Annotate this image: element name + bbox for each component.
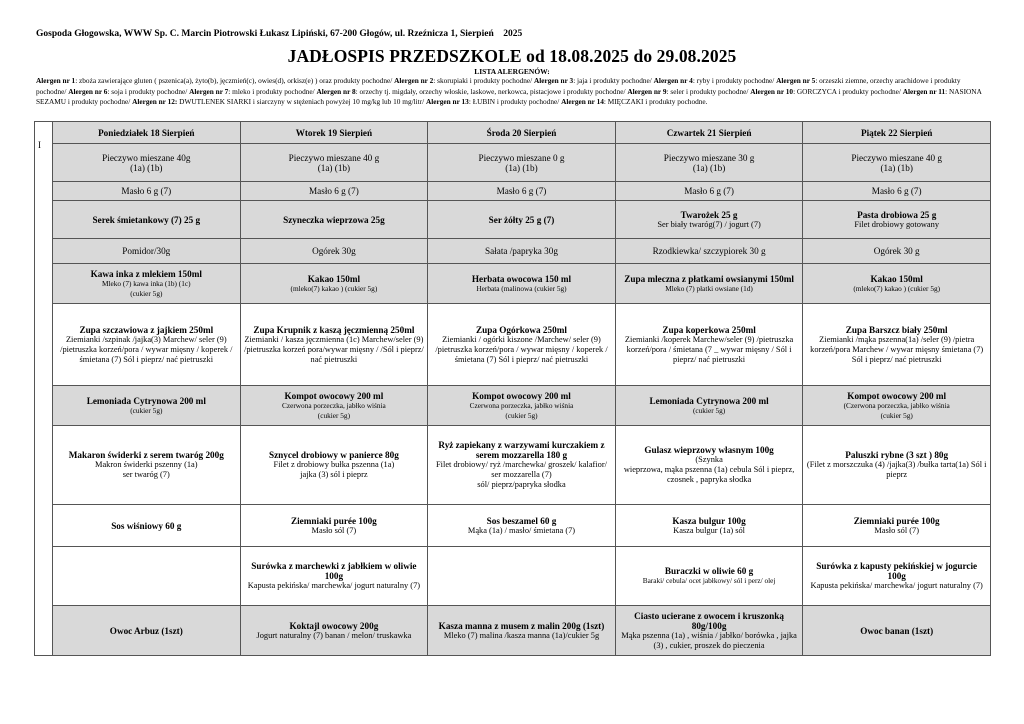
menu-cell	[240, 239, 428, 264]
dish-name: Ser żółty 25 g (7)	[488, 214, 555, 225]
dish-name: Sos beszamel 60 g	[486, 515, 557, 526]
menu-cell	[615, 386, 803, 426]
dish-name: Kakao 150ml	[870, 273, 923, 284]
dish-ingredients: Jogurt naturalny (7) banan / melon/ truskawka	[256, 630, 412, 640]
menu-cell	[53, 201, 241, 239]
allergen-desc: : seler i produkty pochodne/	[666, 86, 751, 96]
dish-name: Kawa inka z mlekiem 150ml	[90, 268, 202, 279]
dish-name: Zupa Ogórkowa 250ml	[476, 324, 567, 335]
dish-name: Kompot owocowy 200 ml	[847, 390, 947, 401]
dish-name: Owoc banan (1szt)	[860, 625, 934, 636]
dish-name: Koktajl owocowy 200g	[289, 620, 379, 631]
menu-cell	[53, 264, 241, 304]
dish-ingredients: (cukier 5g)	[505, 410, 538, 420]
menu-cell	[615, 144, 803, 182]
dish-name: Zupa szczawiowa z jajkiem 250ml	[79, 324, 214, 335]
allergen-key: Alergen nr 1	[36, 76, 76, 85]
day-header: Czwartek 21 Sierpień	[615, 122, 803, 144]
menu-cell	[428, 201, 616, 239]
dish-name: Ciasto ucierane z owocem i kruszonką 80g/100g	[634, 610, 784, 631]
menu-cell	[803, 547, 991, 606]
dish-name: Ogórek 30g	[312, 246, 356, 256]
menu-cell	[240, 304, 428, 386]
dish-name: Masło 6 g (7)	[871, 186, 922, 196]
menu-cell	[615, 547, 803, 606]
dish-name: Szyneczka wieprzowa 25g	[283, 214, 385, 225]
dish-name: Herbata owocowa 150 ml	[471, 273, 572, 284]
dish-ingredients: Czerwona porzeczka, jabłko wiśnia	[469, 400, 574, 410]
menu-cell	[803, 505, 991, 547]
menu-cell	[428, 239, 616, 264]
allergen-desc: : GORCZYCA i produkty pochodne/	[793, 86, 903, 96]
dish-name: Lemoniada Cytrynowa 200 ml	[649, 395, 769, 406]
allergen-desc: : NASIONA SEZAMU i produkty pochodne/	[36, 86, 982, 106]
dish-name: Sznycel drobiowy w panierce 80g	[268, 450, 399, 460]
allergen-key: Alergen nr 3	[534, 76, 574, 85]
menu-cell	[803, 201, 991, 239]
dish-name: Zupa Barszcz biały 250ml	[845, 324, 948, 335]
menu-cell	[53, 304, 241, 386]
dish-name: Zupa mleczna z płatkami owsianymi 150ml	[624, 273, 794, 284]
dish-name: Twarożek 25 g	[680, 209, 738, 220]
dish-ingredients: Ziemianki /mąka pszenna(1a) /seler (9) /pietra korzeń/pora Marchew / wywar mięsny śmietana (7) Sól i pieprz/ nać pietruszki	[810, 334, 984, 364]
menu-row-veg	[35, 239, 991, 264]
menu-cell	[803, 239, 991, 264]
dish-name: Masło 6 g (7)	[684, 186, 734, 196]
dish-ingredients: Baraki/ cebula/ ocet jabłkowy/ sól i perz/ olej	[642, 576, 776, 585]
dish-name: Masło 6 g (7)	[309, 186, 359, 196]
dish-name: Surówka z marchewki z jabłkiem w oliwie 100g	[251, 561, 417, 581]
dish-ingredients: Filet drobiowy gotowany	[854, 219, 940, 229]
dish-name: Gulasz wieprzowy własnym 100g	[644, 445, 774, 455]
dish-ingredients: Ziemianki /koperek Marchew/seler (9) /pietruszka korzeń/pora / śmietana (7 _ wywar mięsny / Sól i pieprz/ nać pietruszki	[624, 334, 794, 364]
dish-name: Zupa koperkowa 250ml	[662, 324, 756, 335]
menu-row-side2	[35, 547, 991, 606]
dish-name: Kakao 150ml	[307, 273, 361, 284]
allergen-key: Alergen nr 14	[561, 97, 604, 106]
dish-name: Ogórek 30 g	[873, 246, 920, 256]
menu-cell	[240, 264, 428, 304]
menu-row-bread	[35, 144, 991, 182]
dish-ingredients: jajka (3) sól i pieprz	[300, 470, 368, 479]
dish-name: Kasza manna z musem z malin 200g (1szt)	[438, 620, 605, 631]
dish-name: Kompot owocowy 200 ml	[472, 390, 571, 401]
menu-cell	[615, 264, 803, 304]
dish-ingredients: Masło sól (7)	[874, 525, 920, 535]
dish-name: Pieczywo mieszane 40 g	[851, 152, 942, 163]
allergen-key: Alergen nr 9	[627, 86, 667, 96]
dish-ingredients: (mleko(7) kakao ) (cukier 5g)	[290, 283, 378, 293]
menu-cell	[615, 426, 803, 505]
allergen-desc: : MIĘCZAKI i produkty pochodne.	[603, 97, 708, 106]
dish-ingredients: (1a) (1b)	[692, 162, 726, 173]
menu-cell	[53, 239, 241, 264]
dish-ingredients: Mąka (1a) / masło/ śmietana (7)	[467, 525, 576, 535]
menu-cell	[240, 386, 428, 426]
menu-row-butter	[35, 182, 991, 201]
menu-row-snack	[35, 606, 991, 656]
menu-row-drink	[35, 264, 991, 304]
allergen-key: Alergen nr 11	[902, 86, 946, 96]
dish-ingredients: (1a) (1b)	[130, 162, 163, 173]
dish-ingredients: Ziemianki / kasza jęczmienna (1c) Marchew/seler (9) /pietruszka korzeń pora/wywar mięsny / /Sól i pieprz/ nać pietruszki	[244, 334, 424, 364]
dish-ingredients: (1a) (1b)	[317, 162, 351, 173]
menu-cell	[240, 144, 428, 182]
dish-name: Serek śmietankowy (7) 25 g	[92, 214, 201, 225]
menu-cell	[240, 606, 428, 656]
dish-ingredients: (cukier 5g)	[692, 405, 726, 415]
menu-cell	[53, 182, 241, 201]
dish-ingredients: (cukier 5g)	[130, 405, 163, 415]
dish-name: Masło 6 g (7)	[496, 186, 547, 196]
allergen-key: Alergen nr 13	[426, 97, 469, 106]
menu-cell	[803, 426, 991, 505]
day-header: Środa 20 Sierpień	[428, 122, 616, 144]
day-header: Poniedziałek 18 Sierpień	[53, 122, 241, 144]
dish-ingredients: Masło sól (7)	[311, 525, 357, 535]
menu-cell	[615, 505, 803, 547]
allergen-desc: DWUTLENEK SIARKI i siarczyny w stężeniach powyżej 10 mg/kg lub 10 mg/litr/	[177, 97, 426, 106]
menu-cell	[53, 426, 241, 505]
menu-row-main1	[35, 201, 991, 239]
dish-ingredients: (cukier 5g)	[880, 410, 913, 420]
allergen-key: Alergen nr 2	[394, 76, 434, 85]
menu-cell	[240, 201, 428, 239]
menu-row-soup	[35, 304, 991, 386]
allergen-key: Alergen nr 5	[776, 76, 816, 85]
menu-cell	[428, 606, 616, 656]
allergen-desc: : jaja i produkty pochodne/	[573, 76, 654, 85]
dish-ingredients: Mleko (7) malina /kasza manna (1a)/cukier 5g	[443, 630, 600, 640]
menu-row-side1	[35, 505, 991, 547]
dish-ingredients: Ziemianki /szpinak /jajka(3) Marchew/ seler (9) /pietruszka korzeń/pora / wywar mięsny / koperek / śmietana (7) Sól i pieprz/ nać pietruszki	[60, 334, 233, 364]
dish-ingredients: (Filet z morszczuka (4) /jajka(3) /bułka tarta(1a) Sól i pieprz	[806, 460, 987, 479]
menu-cell	[53, 505, 241, 547]
dish-ingredients: (Szynka	[695, 455, 723, 464]
week-number: I	[35, 122, 53, 656]
allergen-desc: : mleko i produkty pochodne/	[228, 86, 317, 96]
dish-name: Ryż zapiekany z warzywami kurczakiem z serem mozzarella 180 g	[438, 440, 605, 460]
allergen-desc: : ŁUBIN i produkty pochodne/	[468, 97, 562, 106]
page-title: JADŁOSPIS PRZEDSZKOLE od 18.08.2025 do 29.08.2025	[287, 46, 737, 66]
allergen-list	[36, 76, 991, 108]
menu-cell	[428, 144, 616, 182]
allergen-key: Alergen nr 4	[653, 76, 693, 85]
menu-cell	[53, 547, 241, 606]
dish-ingredients: Herbata (malinowa (cukier 5g)	[476, 283, 567, 293]
menu-cell	[615, 606, 803, 656]
menu-cell	[803, 386, 991, 426]
menu-cell	[615, 182, 803, 201]
dish-name: Owoc Arbuz (1szt)	[109, 625, 183, 636]
day-header: Wtorek 19 Sierpień	[240, 122, 428, 144]
menu-cell	[615, 239, 803, 264]
dish-ingredients: Mleko (7) kawa inka (1b) (1c)	[102, 278, 191, 288]
menu-cell	[240, 505, 428, 547]
allergen-key: Alergen nr 6	[68, 86, 108, 96]
menu-table	[34, 121, 991, 656]
menu-row-main2	[35, 426, 991, 505]
menu-cell	[53, 144, 241, 182]
dish-ingredients: (1a) (1b)	[505, 162, 538, 173]
dish-name: Lemoniada Cytrynowa 200 ml	[86, 395, 206, 406]
menu-cell	[428, 547, 616, 606]
dish-name: Paluszki rybne (3 szt ) 80g	[845, 450, 949, 460]
menu-cell	[428, 182, 616, 201]
dish-ingredients: sól/ pieprz/papryka słodka	[477, 480, 566, 489]
dish-name: Pomidor/30g	[122, 246, 171, 256]
menu-cell	[240, 547, 428, 606]
dish-name: Kasza bulgur 100g	[672, 515, 746, 526]
day-header-row	[35, 122, 991, 144]
menu-row-drink2	[35, 386, 991, 426]
dish-name: Sos wiśniowy 60 g	[111, 520, 182, 531]
dish-ingredients: Czerwona porzeczka, jabłko wiśnia	[282, 400, 386, 410]
menu-cell	[803, 144, 991, 182]
allergen-key: Alergen nr 10	[750, 86, 794, 96]
dish-ingredients: (1a) (1b)	[880, 162, 913, 173]
menu-cell	[53, 386, 241, 426]
dish-ingredients: Kapusta pekińska/ marchewka/ jogurt naturalny (7)	[810, 581, 983, 590]
dish-ingredients: Ser biały twaróg(7) / jogurt (7)	[657, 219, 761, 229]
menu-cell	[803, 182, 991, 201]
allergen-desc: : orzechy tj. migdały, orzechy włoskie, laskowe, nerkowca, pistacjowe i produkty pochodne/	[355, 86, 628, 96]
allergen-desc: : orzeszki ziemne, orzechy arachidowe i produkty pochodne/	[36, 76, 961, 96]
dish-name: Kompot owocowy 200 ml	[284, 390, 384, 401]
dish-name: Masło 6 g (7)	[121, 186, 172, 196]
dish-name: Surówka z kapusty pekińskiej w jogurcie 100g	[816, 561, 978, 581]
menu-cell	[428, 264, 616, 304]
dish-ingredients: Mąka pszenna (1a) , wiśnia / jabłko/ borówka , jajka (3) , cukier, proszek do pieczenia	[621, 630, 797, 650]
dish-ingredients: (Czerwona porzeczka, jabłko wiśnia	[843, 400, 950, 410]
dish-name: Buraczki w oliwie 60 g	[664, 566, 754, 576]
dish-ingredients: Filet drobiowy/ ryż /marchewka/ groszek/ kalafior/ ser mozzarella (7)	[436, 460, 607, 479]
dish-ingredients: (cukier 5g)	[317, 410, 350, 420]
menu-cell	[803, 304, 991, 386]
menu-cell	[615, 304, 803, 386]
dish-name: Pieczywo mieszane 30 g	[663, 152, 755, 163]
menu-cell	[240, 182, 428, 201]
dish-ingredients: (cukier 5g)	[130, 288, 163, 298]
header-org: Gospoda Głogowska, WWW Sp. C. Marcin Piotrowski Łukasz Lipiński, 67-200 Głogów, ul. Rzeźnicza 1, Sierpień 2025	[36, 29, 523, 39]
dish-name: Pieczywo mieszane 40g	[102, 152, 191, 163]
allergen-key: Alergen nr 8	[316, 86, 356, 96]
menu-cell	[428, 386, 616, 426]
allergen-key: Alergen nr 7	[189, 86, 229, 96]
dish-name: Rzodkiewka/ szczypiorek 30 g	[652, 246, 766, 256]
dish-name: Sałata /papryka 30g	[485, 246, 558, 256]
dish-name: Zupa Krupnik z kaszą jęczmienną 250ml	[253, 324, 415, 335]
menu-cell	[803, 264, 991, 304]
menu-cell	[53, 606, 241, 656]
menu-cell	[428, 505, 616, 547]
dish-name: Makaron świderki z serem twaróg 200g	[68, 450, 224, 460]
day-header: Piątek 22 Sierpień	[803, 122, 991, 144]
dish-ingredients: wieprzowa, mąka pszenna (1a) cebula Sól i pieprz, czosnek , papryka słodka	[623, 465, 795, 484]
menu-cell	[428, 426, 616, 505]
menu-cell	[615, 201, 803, 239]
dish-name: Pieczywo mieszane 40 g	[288, 152, 380, 163]
dish-ingredients: Filet z drobiowy bułka pszenna (1a)	[273, 460, 395, 469]
dish-ingredients: Ziemianki / ogórki kiszone /Marchew/ seler (9) /pietruszka korzeń/pora / wywar mięsny / koperek / śmietana (7) Sól i pieprz/ nać pietruszki	[435, 334, 608, 364]
dish-name: Pieczywo mieszane 0 g	[478, 152, 565, 163]
dish-name: Pasta drobiowa 25 g	[857, 209, 937, 220]
menu-cell	[240, 426, 428, 505]
dish-ingredients: Makron świderki pszenny (1a)	[95, 460, 198, 469]
dish-ingredients: Kasza bulgur (1a) sól	[673, 525, 746, 535]
dish-name: Ziemniaki purée 100g	[853, 515, 940, 526]
dish-ingredients: ser twaróg (7)	[122, 470, 170, 479]
menu-cell	[803, 606, 991, 656]
allergen-desc: : soja i produkty pochodne/	[107, 86, 190, 96]
allergen-desc: : ryby i produkty pochodne/	[692, 76, 777, 85]
allergen-desc: : skorupiaki i produkty pochodne/	[433, 76, 534, 85]
menu-cell	[428, 304, 616, 386]
dish-name: Ziemniaki purée 100g	[291, 515, 377, 526]
allergen-list-title: LISTA ALERGENÓW:	[474, 67, 550, 76]
dish-ingredients: Kapusta pekińska/ marchewka/ jogurt naturalny (7)	[247, 581, 421, 590]
allergen-desc: : zboża zawierające gluten ( pszenica(a), żyto(b), jęczmień(c), owies(d), orkisz(e) ) oraz produkty pochodne/	[75, 76, 395, 85]
dish-ingredients: Mleko (7) płatki owsiane (1d)	[665, 283, 753, 293]
dish-ingredients: (mleko(7) kakao ) (cukier 5g)	[853, 283, 941, 293]
allergen-key: Alergen nr 12:	[132, 97, 178, 106]
